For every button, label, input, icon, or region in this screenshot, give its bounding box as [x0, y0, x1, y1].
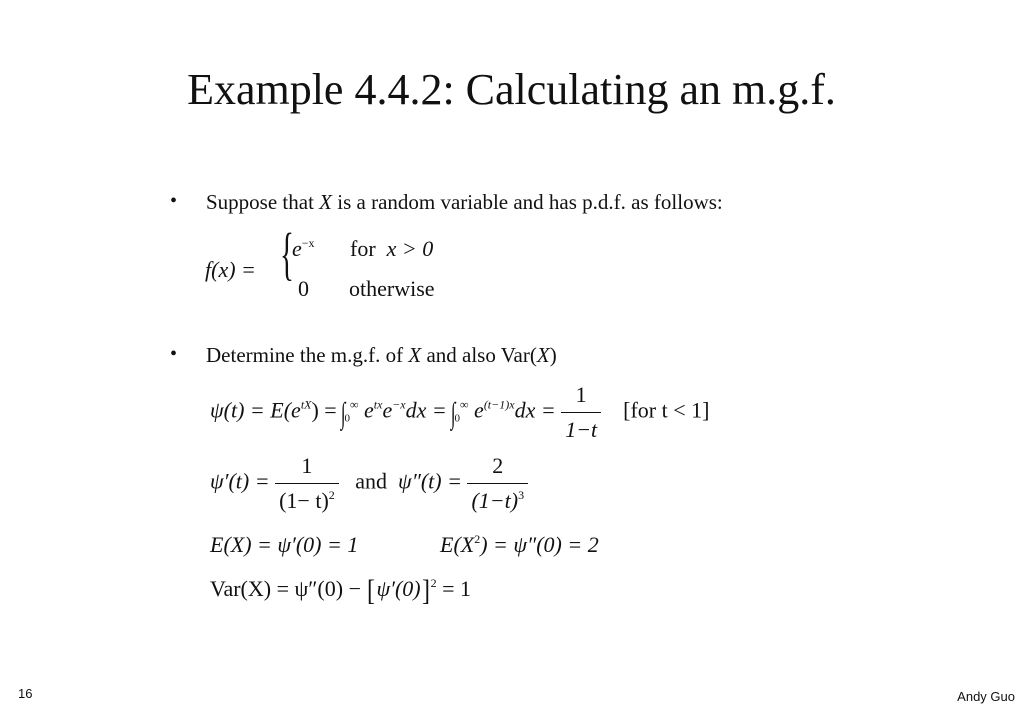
slide-title: Example 4.4.2: Calculating an m.g.f. [187, 65, 836, 114]
fraction-first-derivative: $\frac{1}{(1- t)^2}$ [275, 453, 339, 514]
pdf-case2-expr: 0 [298, 276, 309, 301]
bullet1-prefix: Suppose that [206, 190, 320, 214]
integral-sign: ∫ [341, 396, 346, 430]
pdf-case1-condition: for x > 0 [350, 236, 434, 261]
bullet1-suffix: is a random variable and has p.d.f. as follows: [332, 190, 723, 214]
pdf-lhs: f(x) = [205, 257, 256, 282]
author-name: Andy Guo [957, 689, 1015, 704]
left-brace: { [280, 221, 294, 286]
equation-mgf: $\psi(t) = E(e^{tX}) = \int_0^\infty$ $e^{tx}e^{-x}dx = \int_0^\infty$ $e^{(t-1)x}dx$ = $\frac{1}{1-t}$ [for t < 1] [210, 382, 710, 442]
variable-x: X [319, 190, 332, 214]
bullet-text-pdf-intro [206, 190, 723, 215]
bullet-marker: • [170, 190, 178, 212]
fraction-mgf: $\frac{1}{1-t}$ [561, 382, 601, 443]
equation-derivatives: ψ′(t) = $\frac{1}{(1- t)^2}$ and ψ″(t) = $\frac{2}{(1-t)^3}$ [210, 453, 528, 514]
integral-sign: ∫ [451, 396, 456, 430]
equation-variance: $Var(X) = \psi''(0) - [\psi'(0)]^2 = 1$ [210, 574, 472, 607]
pdf-case1-expr: $e^{-x}$ [292, 236, 315, 261]
page-number: 16 [18, 686, 33, 701]
mgf-condition: [for t < 1] [623, 397, 710, 423]
equation-moments: E(X) = ψ′(0) = 1 [210, 532, 359, 557]
bullet-text-determine: Determine the m.g.f. of X and also Var(X) [206, 343, 557, 367]
fraction-second-derivative: $\frac{2}{(1-t)^3}$ [467, 453, 528, 514]
equation-second-moment: $E(X^2) = \psi''(0) = 2$ [440, 532, 599, 557]
pdf-case2-condition: otherwise [349, 276, 435, 301]
bullet-marker: • [170, 343, 178, 365]
